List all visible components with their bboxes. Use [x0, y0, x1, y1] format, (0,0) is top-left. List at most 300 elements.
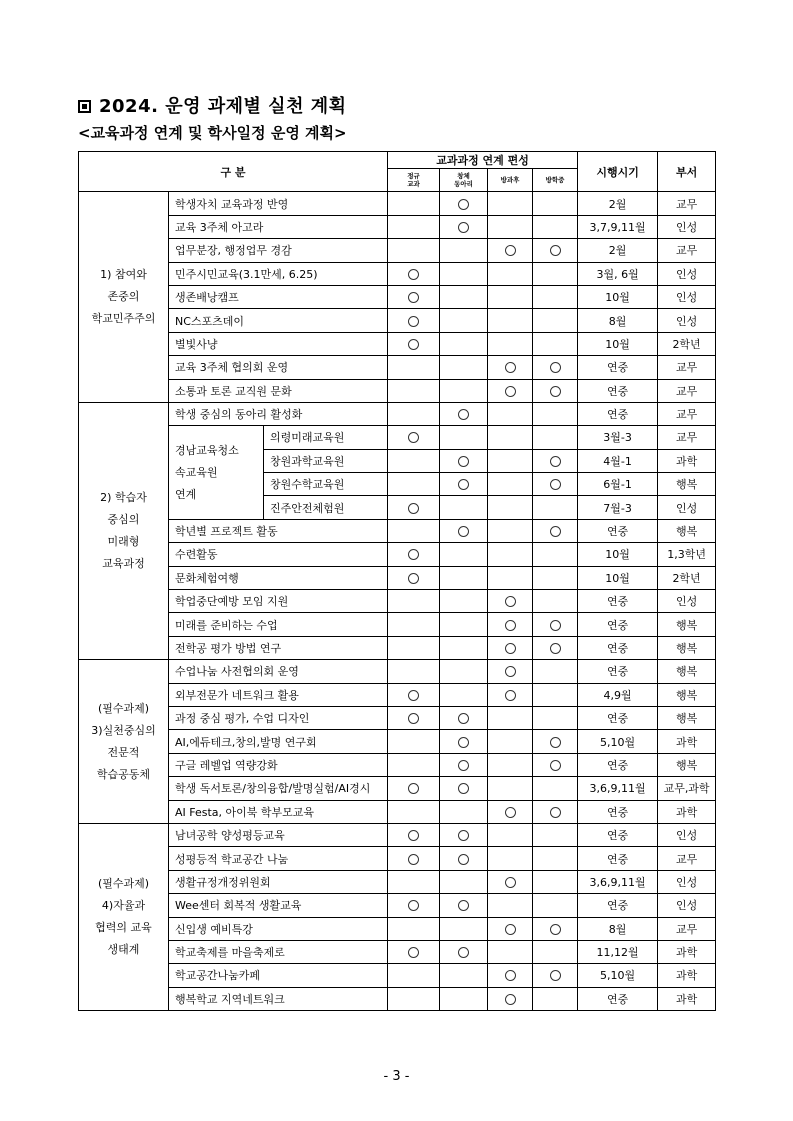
table-row — [79, 683, 716, 706]
mark-cell — [488, 519, 533, 542]
mark-cell — [388, 847, 440, 870]
mark-cell — [533, 777, 578, 800]
mark-cell — [533, 753, 578, 776]
item-cell: 남녀공학 양성평등교육 — [169, 823, 388, 846]
mark-cell — [440, 426, 488, 449]
circle-mark-icon — [408, 783, 419, 794]
circle-mark-icon — [408, 269, 419, 280]
circle-mark-icon — [458, 737, 469, 748]
period-cell: 연중 — [578, 590, 658, 613]
item-cell: 의령미래교육원 — [264, 426, 388, 449]
mark-cell — [440, 449, 488, 472]
dept-cell: 2학년 — [658, 566, 716, 589]
mark-cell — [388, 426, 440, 449]
table-row — [79, 987, 716, 1010]
mark-cell — [388, 590, 440, 613]
mark-cell — [388, 332, 440, 355]
dept-cell: 교무 — [658, 379, 716, 402]
mark-cell — [488, 777, 533, 800]
mark-cell — [488, 379, 533, 402]
item-cell: 학생 중심의 동아리 활성화 — [169, 402, 388, 425]
circle-mark-icon — [550, 526, 561, 537]
category-cell-line: 중심의 — [107, 513, 140, 527]
mark-cell — [533, 683, 578, 706]
dept-cell: 교무 — [658, 356, 716, 379]
subgroup-cell-line: 경남교육청소 — [175, 443, 239, 457]
page-title — [78, 92, 347, 118]
item-cell: NC스포츠데이 — [169, 309, 388, 332]
period-cell: 연중 — [578, 800, 658, 823]
circle-mark-icon — [408, 316, 419, 327]
circle-mark-icon — [505, 924, 516, 935]
category-cell-line: 미래형 — [107, 535, 140, 549]
dept-cell: 인성 — [658, 496, 716, 519]
category-cell — [79, 823, 169, 1010]
period-cell: 연중 — [578, 402, 658, 425]
mark-cell — [440, 543, 488, 566]
mark-cell — [440, 239, 488, 262]
mark-cell — [533, 566, 578, 589]
circle-mark-icon — [458, 854, 469, 865]
mark-cell — [388, 823, 440, 846]
circle-mark-icon — [408, 339, 419, 350]
item-cell: 성평등적 학교공간 나눔 — [169, 847, 388, 870]
mark-cell — [488, 730, 533, 753]
mark-cell — [388, 379, 440, 402]
mark-cell — [440, 496, 488, 519]
mark-cell — [488, 566, 533, 589]
category-cell-line: 생태계 — [107, 943, 140, 956]
item-cell: 민주시민교육(3.1만세, 6.25) — [169, 262, 388, 285]
mark-cell — [488, 426, 533, 449]
item-cell: 학교축제를 마을축제로 — [169, 940, 388, 963]
circle-mark-icon — [505, 386, 516, 397]
period-cell: 연중 — [578, 753, 658, 776]
table-row — [79, 636, 716, 659]
item-cell: 구글 레벨업 역량강화 — [169, 753, 388, 776]
period-cell: 5,10월 — [578, 964, 658, 987]
table-row — [79, 590, 716, 613]
mark-cell — [388, 753, 440, 776]
mark-cell — [533, 800, 578, 823]
mark-cell — [488, 332, 533, 355]
item-cell: 진주안전체험원 — [264, 496, 388, 519]
mark-cell — [533, 613, 578, 636]
mark-cell — [533, 239, 578, 262]
table-row — [79, 730, 716, 753]
mark-cell — [533, 543, 578, 566]
circle-mark-icon — [505, 666, 516, 677]
circle-mark-icon — [408, 947, 419, 958]
mark-cell — [488, 660, 533, 683]
mark-cell — [488, 309, 533, 332]
table-row — [79, 309, 716, 332]
mark-cell — [533, 262, 578, 285]
period-cell: 11,12월 — [578, 940, 658, 963]
mark-cell — [533, 940, 578, 963]
mark-cell — [440, 332, 488, 355]
table-row — [79, 262, 716, 285]
page-title-text: 2024. 운영 과제별 실천 계획 — [99, 96, 347, 117]
circle-mark-icon — [458, 760, 469, 771]
mark-cell — [533, 309, 578, 332]
mark-cell — [440, 706, 488, 729]
mark-cell — [388, 519, 440, 542]
item-cell: 수련활동 — [169, 543, 388, 566]
category-cell-line: 학교민주주의 — [91, 312, 156, 326]
mark-cell — [488, 356, 533, 379]
mark-cell — [488, 402, 533, 425]
mark-cell — [533, 356, 578, 379]
period-cell: 연중 — [578, 519, 658, 542]
table-row — [79, 706, 716, 729]
category-cell-line: 2) 학습자 — [100, 491, 147, 505]
mark-cell — [488, 590, 533, 613]
dept-cell: 과학 — [658, 964, 716, 987]
circle-mark-icon — [550, 970, 561, 981]
table-row — [79, 239, 716, 262]
item-cell: 교육 3주체 협의회 운영 — [169, 356, 388, 379]
mark-cell — [533, 519, 578, 542]
circle-mark-icon — [550, 924, 561, 935]
mark-cell — [488, 753, 533, 776]
mark-cell — [533, 847, 578, 870]
period-cell: 2월 — [578, 239, 658, 262]
period-cell: 8월 — [578, 917, 658, 940]
circle-mark-icon — [550, 456, 561, 467]
circle-mark-icon — [408, 713, 419, 724]
item-cell: 수업나눔 사전협의회 운영 — [169, 660, 388, 683]
mark-cell — [440, 660, 488, 683]
table-row — [79, 192, 716, 215]
circle-mark-icon — [458, 900, 469, 911]
dept-cell: 행복 — [658, 519, 716, 542]
dept-cell: 인성 — [658, 870, 716, 893]
period-cell: 10월 — [578, 566, 658, 589]
dept-cell: 2학년 — [658, 332, 716, 355]
category-cell — [79, 660, 169, 824]
item-cell: 소통과 토론 교직원 문화 — [169, 379, 388, 402]
mark-cell — [388, 777, 440, 800]
period-cell: 연중 — [578, 706, 658, 729]
dept-cell: 행복 — [658, 636, 716, 659]
mark-cell — [533, 449, 578, 472]
table-row — [79, 402, 716, 425]
mark-cell — [488, 706, 533, 729]
mark-cell — [488, 285, 533, 308]
circle-mark-icon — [550, 245, 561, 256]
mark-cell — [388, 870, 440, 893]
item-cell: 창원과학교육원 — [264, 449, 388, 472]
period-cell: 3,6,9,11월 — [578, 870, 658, 893]
circle-mark-icon — [408, 503, 419, 514]
circle-mark-icon — [505, 807, 516, 818]
mark-cell — [488, 262, 533, 285]
table-row — [79, 660, 716, 683]
mark-cell — [388, 285, 440, 308]
period-cell: 연중 — [578, 356, 658, 379]
mark-cell — [388, 192, 440, 215]
mark-cell — [388, 496, 440, 519]
item-cell: 외부전문가 네트워크 활용 — [169, 683, 388, 706]
circle-mark-icon — [458, 199, 469, 210]
table-row — [79, 940, 716, 963]
table-row — [79, 566, 716, 589]
mark-cell — [488, 917, 533, 940]
circle-mark-icon — [550, 386, 561, 397]
circle-mark-icon — [408, 854, 419, 865]
table-row — [79, 332, 716, 355]
circle-mark-icon — [505, 620, 516, 631]
mark-cell — [388, 309, 440, 332]
dept-cell: 인성 — [658, 285, 716, 308]
circle-mark-icon — [550, 737, 561, 748]
period-cell: 10월 — [578, 332, 658, 355]
table-row — [79, 917, 716, 940]
mark-cell — [440, 636, 488, 659]
header-club: 창체 동아리 — [440, 169, 488, 192]
dept-cell: 과학 — [658, 940, 716, 963]
circle-mark-icon — [550, 362, 561, 373]
mark-cell — [388, 356, 440, 379]
mark-cell — [533, 823, 578, 846]
mark-cell — [440, 590, 488, 613]
header-link-group: 교과과정 연계 편성 — [388, 152, 578, 169]
dept-cell: 교무 — [658, 402, 716, 425]
mark-cell — [533, 894, 578, 917]
period-cell: 연중 — [578, 894, 658, 917]
table-row — [79, 870, 716, 893]
circle-mark-icon — [458, 456, 469, 467]
circle-mark-icon — [550, 643, 561, 654]
mark-cell — [388, 262, 440, 285]
mark-cell — [488, 823, 533, 846]
mark-cell — [533, 402, 578, 425]
table-row — [79, 894, 716, 917]
period-cell: 연중 — [578, 636, 658, 659]
item-cell: 과정 중심 평가, 수업 디자인 — [169, 706, 388, 729]
mark-cell — [533, 660, 578, 683]
mark-cell — [388, 239, 440, 262]
dept-cell: 교무 — [658, 917, 716, 940]
item-cell: 학교공간나눔카페 — [169, 964, 388, 987]
item-cell: 미래를 준비하는 수업 — [169, 613, 388, 636]
item-cell: 교육 3주체 아고라 — [169, 215, 388, 238]
circle-mark-icon — [550, 620, 561, 631]
circle-mark-icon — [505, 643, 516, 654]
period-cell: 연중 — [578, 847, 658, 870]
mark-cell — [488, 473, 533, 496]
mark-cell — [533, 426, 578, 449]
mark-cell — [440, 309, 488, 332]
period-cell: 3월-3 — [578, 426, 658, 449]
table-row — [79, 356, 716, 379]
mark-cell — [488, 847, 533, 870]
circle-mark-icon — [505, 690, 516, 701]
item-cell: 생활규정개정위원회 — [169, 870, 388, 893]
category-cell-line: 4)자율과 — [101, 899, 146, 912]
table-row — [79, 847, 716, 870]
mark-cell — [488, 987, 533, 1010]
period-cell: 연중 — [578, 660, 658, 683]
mark-cell — [388, 473, 440, 496]
circle-mark-icon — [458, 222, 469, 233]
item-cell: Wee센터 회복적 생활교육 — [169, 894, 388, 917]
dept-cell: 교무,과학 — [658, 777, 716, 800]
mark-cell — [388, 215, 440, 238]
header-gubun: 구 분 — [79, 152, 388, 192]
header-dept: 부서 — [658, 152, 716, 192]
dept-cell: 행복 — [658, 473, 716, 496]
mark-cell — [488, 894, 533, 917]
mark-cell — [440, 777, 488, 800]
dept-cell: 과학 — [658, 987, 716, 1010]
mark-cell — [388, 543, 440, 566]
mark-cell — [388, 730, 440, 753]
mark-cell — [440, 870, 488, 893]
dept-cell: 인성 — [658, 309, 716, 332]
category-cell — [79, 192, 169, 403]
item-cell: 별빛사냥 — [169, 332, 388, 355]
page-subtitle: <교육과정 연계 및 학사일정 운영 계획> — [78, 124, 347, 142]
mark-cell — [388, 964, 440, 987]
table-row — [79, 964, 716, 987]
item-cell: 생존배낭캠프 — [169, 285, 388, 308]
mark-cell — [488, 496, 533, 519]
dept-cell: 인성 — [658, 590, 716, 613]
square-bullet-icon — [78, 100, 91, 113]
dept-cell: 행복 — [658, 706, 716, 729]
category-cell-line: 존중의 — [107, 290, 140, 304]
dept-cell: 과학 — [658, 449, 716, 472]
dept-cell: 행복 — [658, 753, 716, 776]
header-period: 시행시기 — [578, 152, 658, 192]
period-cell: 2월 — [578, 192, 658, 215]
category-cell-line: 협력의 교육 — [95, 921, 152, 934]
table-row — [79, 753, 716, 776]
circle-mark-icon — [458, 713, 469, 724]
period-cell: 10월 — [578, 285, 658, 308]
circle-mark-icon — [550, 479, 561, 490]
period-cell: 연중 — [578, 379, 658, 402]
mark-cell — [440, 285, 488, 308]
circle-mark-icon — [458, 409, 469, 420]
dept-cell: 행복 — [658, 660, 716, 683]
table-row — [79, 800, 716, 823]
mark-cell — [440, 894, 488, 917]
mark-cell — [440, 917, 488, 940]
circle-mark-icon — [408, 830, 419, 841]
mark-cell — [488, 543, 533, 566]
mark-cell — [388, 940, 440, 963]
dept-cell: 행복 — [658, 683, 716, 706]
mark-cell — [440, 379, 488, 402]
dept-cell: 교무 — [658, 192, 716, 215]
circle-mark-icon — [458, 479, 469, 490]
mark-cell — [533, 379, 578, 402]
circle-mark-icon — [408, 432, 419, 443]
category-cell-line: (필수과제) — [97, 701, 150, 715]
mark-cell — [488, 449, 533, 472]
item-cell: 전학공 평가 방법 연구 — [169, 636, 388, 659]
mark-cell — [440, 940, 488, 963]
mark-cell — [440, 473, 488, 496]
circle-mark-icon — [458, 947, 469, 958]
mark-cell — [533, 964, 578, 987]
mark-cell — [488, 192, 533, 215]
table-row — [79, 285, 716, 308]
mark-cell — [533, 192, 578, 215]
mark-cell — [440, 402, 488, 425]
mark-cell — [388, 660, 440, 683]
period-cell: 연중 — [578, 613, 658, 636]
header-vacation: 방학중 — [533, 169, 578, 192]
period-cell: 3,7,9,11월 — [578, 215, 658, 238]
mark-cell — [533, 496, 578, 519]
mark-cell — [388, 449, 440, 472]
item-cell: 문화체험여행 — [169, 566, 388, 589]
circle-mark-icon — [408, 549, 419, 560]
plan-table-body — [79, 192, 716, 1011]
mark-cell — [440, 356, 488, 379]
mark-cell — [440, 964, 488, 987]
mark-cell — [533, 917, 578, 940]
dept-cell: 인성 — [658, 823, 716, 846]
mark-cell — [440, 847, 488, 870]
mark-cell — [388, 706, 440, 729]
circle-mark-icon — [458, 783, 469, 794]
mark-cell — [388, 402, 440, 425]
mark-cell — [440, 683, 488, 706]
mark-cell — [440, 262, 488, 285]
table-row — [79, 543, 716, 566]
period-cell: 10월 — [578, 543, 658, 566]
item-cell: 행복학교 지역네트워크 — [169, 987, 388, 1010]
mark-cell — [440, 987, 488, 1010]
circle-mark-icon — [408, 292, 419, 303]
dept-cell: 1,3학년 — [658, 543, 716, 566]
circle-mark-icon — [505, 970, 516, 981]
mark-cell — [388, 917, 440, 940]
table-row — [79, 215, 716, 238]
mark-cell — [533, 215, 578, 238]
mark-cell — [488, 800, 533, 823]
category-cell-line: 전문적 — [107, 745, 140, 759]
item-cell: 학생 독서토론/창의융합/발명실험/AI경시 — [169, 777, 388, 800]
circle-mark-icon — [458, 830, 469, 841]
mark-cell — [488, 215, 533, 238]
period-cell: 8월 — [578, 309, 658, 332]
mark-cell — [533, 636, 578, 659]
mark-cell — [440, 613, 488, 636]
circle-mark-icon — [408, 573, 419, 584]
item-cell: AI,에듀테크,창의,발명 연구회 — [169, 730, 388, 753]
header-regular: 정규 교과 — [388, 169, 440, 192]
mark-cell — [533, 473, 578, 496]
mark-cell — [388, 683, 440, 706]
item-cell: 신입생 예비특강 — [169, 917, 388, 940]
period-cell: 연중 — [578, 823, 658, 846]
mark-cell — [533, 332, 578, 355]
table-row — [79, 823, 716, 846]
table-row — [79, 777, 716, 800]
dept-cell: 인성 — [658, 215, 716, 238]
item-cell: 창원수학교육원 — [264, 473, 388, 496]
dept-cell: 인성 — [658, 894, 716, 917]
mark-cell — [488, 940, 533, 963]
dept-cell: 과학 — [658, 800, 716, 823]
category-cell — [79, 402, 169, 659]
